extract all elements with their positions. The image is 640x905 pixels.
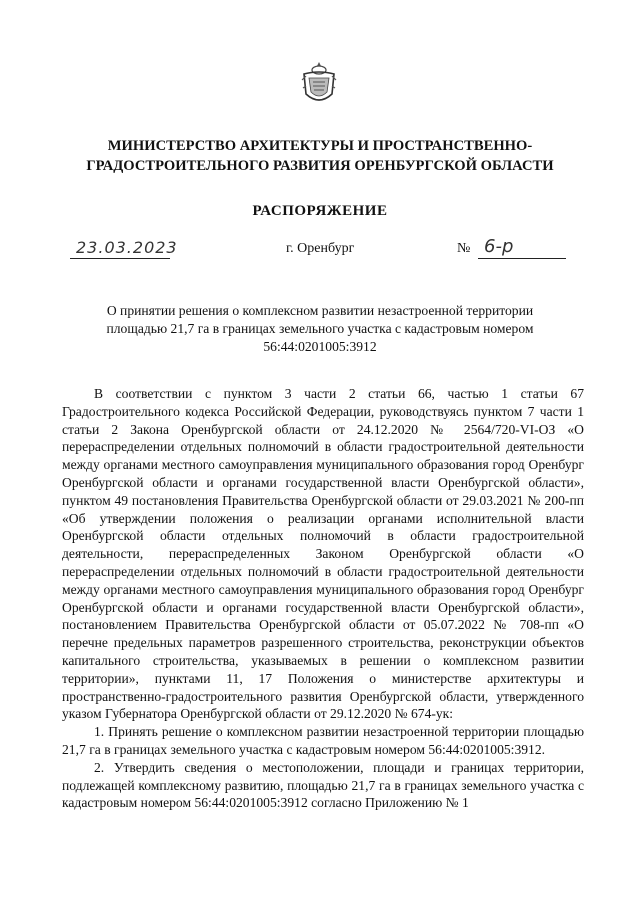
document-type: РАСПОРЯЖЕНИЕ bbox=[252, 203, 388, 219]
document-date: 23.03.2023 bbox=[76, 238, 178, 257]
ministry-name-line2: ГРАДОСТРОИТЕЛЬНОГО РАЗВИТИЯ ОРЕНБУРГСКОЙ ОБЛАСТИ bbox=[86, 158, 554, 174]
document-city: г. Оренбург bbox=[286, 241, 355, 256]
subject-line3: 56:44:0201005:3912 bbox=[263, 339, 377, 354]
body-paragraph-preamble: В соответствии с пунктом 3 части 2 статьи 66, частью 1 статьи 67 Градостроительного кодекса Российской Федерации, руководствуясь пунктом 7 части 1 статьи 2 Закона Оренбургской области от 24.12.2020 № 2564/720-VI-ОЗ «О перераспределении отдельных полномочий в области градостроительной деятельности между органами местного самоуправления муниципального образования город Оренбург Оренбургской области и органами государственной власти Оренбургской области», пунктом 49 постановления Правительства Оренбургской области от 29.03.2021 № 200-пп «Об утверждении положения о реализации органами исполнительной власти Оренбургской области отдельных полномочий в области градостроительной деятельности, перераспределенных Законом Оренбургской области «О перераспределении отдельных полномочий в области градостроительной деятельности между органами местного самоуправления муниципального образования город Оренбург Оренбургской области и органами государственной власти Оренбургской области», постановлением Правительства Оренбургской области от 05.07.2022 № 708-пп «О перечне предельных параметров разрешенного строительства, реконструкции объектов капитального строительства, указываемых в решении о комплексном развитии территории», пунктами 11, 17 Положения о министерстве архитектуры и пространственно-градостроительного развития Оренбургской области, утвержденного указом Губернатора Оренбургской области от 29.12.2020 № 674-ук: bbox=[62, 386, 584, 722]
number-underline bbox=[478, 258, 566, 259]
document-subject bbox=[80, 302, 560, 356]
document-number-label: № bbox=[457, 241, 471, 256]
ministry-name-line1: МИНИСТЕРСТВО АРХИТЕКТУРЫ И ПРОСТРАНСТВЕННО- bbox=[107, 138, 533, 154]
ministry-name bbox=[60, 136, 580, 176]
coat-of-arms-icon bbox=[300, 60, 338, 108]
subject-line1: О принятии решения о комплексном развитии незастроенной территории bbox=[106, 303, 534, 318]
document-number: 6-р bbox=[484, 236, 514, 257]
body-paragraph-1: 1. Принять решение о комплексном развитии незастроенной территории площадью 21,7 га в границах земельного участка с кадастровым номером 56:44:0201005:3912. bbox=[62, 724, 584, 757]
subject-line2: площадью 21,7 га в границах земельного участка с кадастровым номером bbox=[106, 321, 534, 336]
document-body bbox=[62, 385, 584, 812]
body-paragraph-2: 2. Утвердить сведения о местоположении, площади и границах территории, подлежащей комплексному развитию, площадью 21,7 га в границах земельного участка с кадастровым номером 56:44:0201005:3912 согласно Приложению № 1 bbox=[62, 759, 584, 811]
date-underline bbox=[70, 258, 170, 259]
